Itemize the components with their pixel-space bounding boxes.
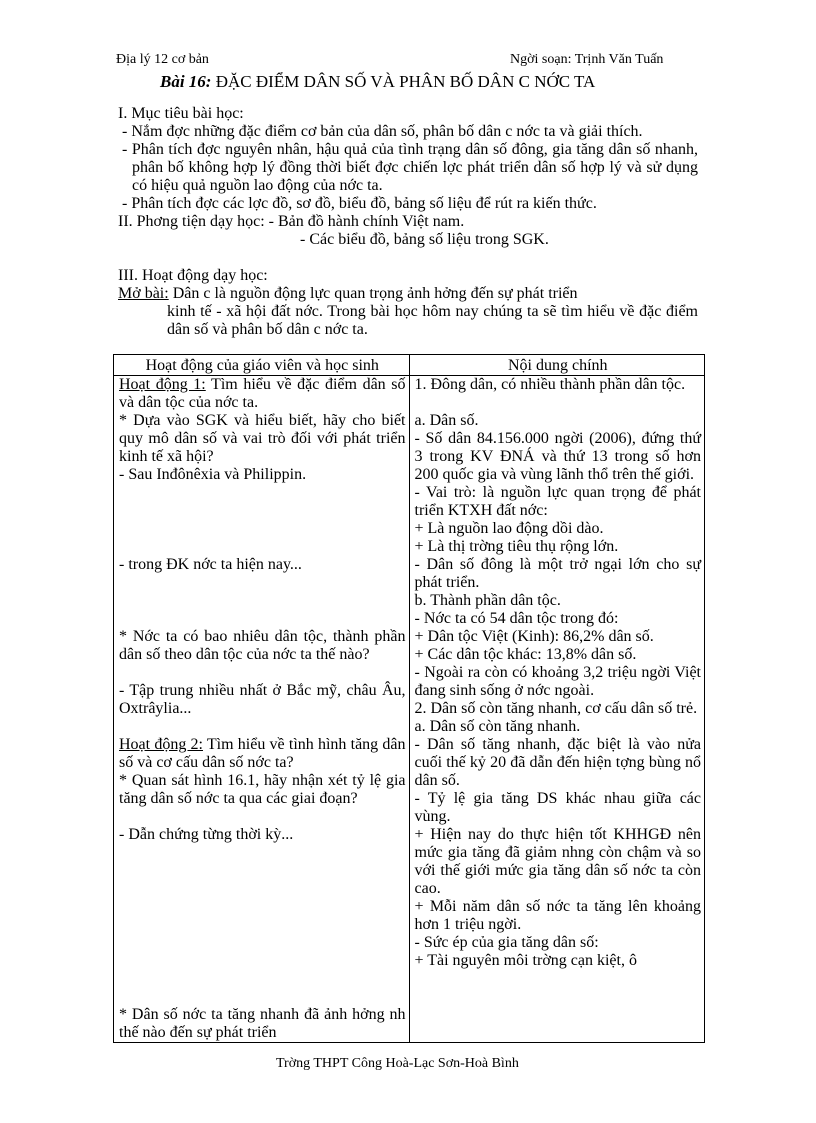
content-subheading: a. Dân số. [414,412,479,429]
header-subject: Địa lý 12 cơ bản [116,52,209,67]
content-item: - Tỷ lệ gia tăng DS khác nhau giữa các vùng. [414,790,701,825]
lesson-number: Bài 16: [160,72,212,91]
activity-1 [119,376,406,412]
objective-item: - Phân tích đợc nguyên nhân, hậu quả của tình trạng dân số đông, gia tăng dân số nhanh, phân bố không hợp lý đồng thời biết đợc chiến lợc phát triển dân số hợp lý và sử dụng có hiệu quả nguồn lao động của nớc ta. [122,141,698,194]
content-item: + Là nguồn lao động dồi dào. [414,520,604,537]
activities-cell [114,376,410,1043]
intro-text: Dân c là nguồn động lực quan trọng ảnh hởng đến sự phát triển [168,285,578,302]
lesson-table [113,354,705,1043]
question: * Dân số nớc ta tăng nhanh đã ảnh hởng nh thế nào đến sự phát triển [119,1006,406,1041]
content-item: + Mỗi năm dân số nớc ta tăng lên khoảng hơn 1 triệu ngời. [414,898,701,933]
activity-2 [119,736,406,772]
content-subheading: a. Dân số còn tăng nhanh. [414,718,581,735]
objective-item: - Phân tích đợc các lợc đồ, sơ đồ, biểu đồ, bảng số liệu để rút ra kiến thức. [122,195,597,212]
col-header-content: Nội dung chính [409,355,705,376]
means-line-1: II. Phơng tiện dạy học: - Bản đồ hành chính Việt nam. [118,213,465,230]
content-item: - Dân số đông là một trở ngại lớn cho sự phát triển. [414,556,701,591]
content-item: - Dân số tăng nhanh, đặc biệt là vào nửa cuối thế kỷ 20 đã dẫn đến hiện tợng bùng nổ dân số. [414,736,701,789]
content-cell [409,376,705,1043]
question: * Dựa vào SGK và hiểu biết, hãy cho biết quy mô dân số và vai trò đối với phát triển kinh tế xã hội? [119,412,406,465]
page-title [160,72,595,92]
objectives-section [118,105,698,249]
activity-2-text: Tìm hiểu về tình hình tăng dân số và cơ cấu dân số nớc ta? [119,736,406,771]
content-item: + Là thị trờng tiêu thụ rộng lớn. [414,538,619,555]
content-item: - Số dân 84.156.000 ngời (2006), đứng thứ 3 trong KV ĐNÁ và thứ 13 trong số hơn 200 quốc gia và vùng lãnh thổ trên thế giới. [414,430,701,483]
table-row [114,376,705,1043]
footer-school: Trờng THPT Công Hoà-Lạc Sơn-Hoà Bình [276,1056,519,1071]
content-item: + Các dân tộc khác: 13,8% dân số. [414,646,637,663]
content-item: - Sức ép của gia tăng dân số: [414,934,599,951]
content-item: - Ngoài ra còn có khoảng 3,2 triệu ngời Việt đang sinh sống ở nớc ngoài. [414,664,701,699]
note: - Dẫn chứng từng thời kỳ... [119,826,294,843]
question: * Quan sát hình 16.1, hãy nhận xét tỷ lệ gia tăng dân số nớc ta qua các giai đoạn? [119,772,406,807]
col-header-activities: Hoạt động của giáo viên và học sinh [114,355,410,376]
content-item: - Vai trò: là nguồn lực quan trọng để phát triển KTXH đất nớc: [414,484,701,519]
note: - trong ĐK nớc ta hiện nay... [119,556,302,573]
note: - Tập trung nhiều nhất ở Bắc mỹ, châu Âu, Oxtrâylia... [119,682,406,717]
content-heading-2: 2. Dân số còn tăng nhanh, cơ cấu dân số trẻ. [414,700,698,717]
table-header-row [114,355,705,376]
note: - Sau Inđônêxia và Philippin. [119,466,307,483]
activities-heading: III. Hoạt động dạy học: [118,267,268,284]
lesson-title: ĐẶC ĐIỂM DÂN SỐ VÀ PHÂN BỐ DÂN C NỚC TA [215,72,596,91]
means-line-2: - Các biểu đồ, bảng số liệu trong SGK. [300,231,549,248]
question: * Nớc ta có bao nhiêu dân tộc, thành phần dân số theo dân tộc của nớc ta thế nào? [119,628,406,663]
intro-continuation: kinh tế - xã hội đất nớc. Trong bài học hôm nay chúng ta sẽ tìm hiểu về đặc điểm dân số và phân bố dân c nớc ta. [167,303,698,338]
content-item: - Nớc ta có 54 dân tộc trong đó: [414,610,619,627]
activity-1-text: Tìm hiểu về đặc điểm dân số và dân tộc của nớc ta. [119,376,406,411]
header-author: Ngời soạn: Trịnh Văn Tuấn [510,52,664,67]
content-subheading: b. Thành phần dân tộc. [414,592,561,609]
intro-label: Mở bài: [118,285,169,302]
intro-line [118,285,698,303]
activity-1-label: Hoạt động 1: [119,376,206,393]
activity-2-label: Hoạt động 2: [119,736,203,753]
activities-section [118,267,698,339]
content-item: + Hiện nay do thực hiện tốt KHHGĐ nên mức gia tăng đã giảm nhng còn chậm và so với thế giới mức gia tăng dân số nớc ta còn cao. [414,826,701,897]
content-heading-1: 1. Đông dân, có nhiều thành phần dân tộc. [414,376,686,393]
content-item: + Dân tộc Việt (Kinh): 86,2% dân số. [414,628,654,645]
objectives-heading: I. Mục tiêu bài học: [118,105,244,122]
objective-item: - Nắm đợc những đặc điểm cơ bản của dân số, phân bố dân c nớc ta và giải thích. [122,123,643,140]
content-item: + Tài nguyên môi trờng cạn kiệt, ô [414,952,637,969]
